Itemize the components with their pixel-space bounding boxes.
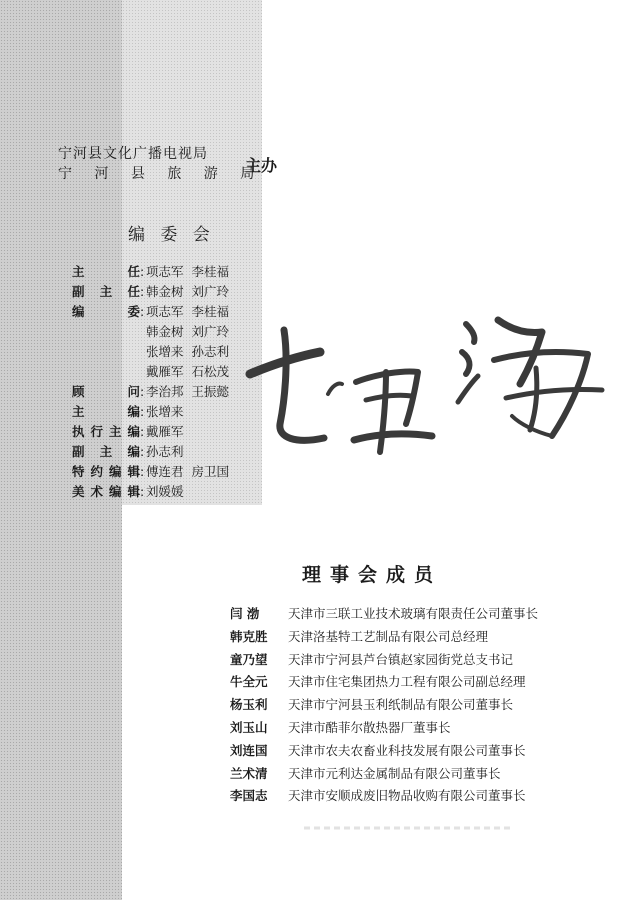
member-title: 天津洛基特工艺制品有限公司总经理	[288, 628, 489, 644]
staff-colon: :	[140, 284, 145, 299]
editorial-board-title: 编 委 会	[128, 225, 215, 245]
staff-role: 副主任	[72, 284, 140, 299]
council-member-list	[230, 603, 538, 808]
brush-stroke	[466, 324, 475, 342]
brush-stroke	[328, 383, 342, 394]
member-name: 韩克胜	[230, 628, 268, 644]
staff-row	[72, 322, 229, 342]
member-row	[230, 671, 538, 694]
staff-role: 特约编辑	[72, 464, 140, 479]
staff-role	[72, 342, 140, 362]
staff-role	[72, 362, 140, 382]
staff-row	[72, 482, 229, 502]
member-title: 天津市安顺成废旧物品收购有限公司董事长	[288, 788, 526, 804]
staff-names: 李治邦 王振懿	[146, 384, 229, 399]
staff-role	[72, 322, 140, 342]
staff-colon: :	[140, 304, 145, 319]
member-title: 天津市宁河县芦台镇赵家园街党总支书记	[288, 651, 514, 667]
member-row	[230, 626, 538, 649]
staff-row	[72, 442, 229, 462]
member-title: 天津市三联工业技术玻璃有限责任公司董事长	[288, 606, 539, 621]
staff-names: 张增来	[146, 404, 184, 419]
staff-names: 韩金树 刘广玲	[146, 324, 229, 339]
staff-names: 傅连君 房卫国	[146, 464, 229, 479]
member-row	[230, 785, 538, 808]
member-name: 刘连国	[230, 742, 268, 758]
staff-colon: :	[140, 484, 145, 499]
member-row	[230, 717, 538, 740]
staff-names: 戴雁军 石松茂	[146, 364, 229, 379]
member-row	[230, 603, 538, 626]
organizer-2: 宁 河 县 旅 游 局	[58, 166, 264, 182]
brush-stroke	[506, 389, 602, 398]
member-name: 兰术清	[230, 765, 268, 781]
staff-row	[72, 362, 229, 382]
staff-names: 项志军 李桂福	[146, 264, 229, 279]
member-row	[230, 763, 538, 786]
staff-row	[72, 402, 229, 422]
staff-role: 副主编	[72, 444, 140, 459]
staff-role: 顾问	[72, 384, 140, 399]
staff-names: 戴雁军	[146, 424, 184, 439]
organizer-1: 宁河县文化广播电视局	[58, 146, 208, 162]
editorial-staff-list	[72, 262, 229, 502]
organizers-block	[58, 144, 263, 184]
member-name: 闫 渤	[230, 606, 260, 621]
staff-names: 刘媛媛	[146, 484, 184, 499]
staff-row	[72, 342, 229, 362]
staff-role: 主任	[72, 264, 140, 279]
staff-row	[72, 302, 229, 322]
council-title: 理事会成员	[302, 564, 443, 586]
brush-stroke	[354, 434, 432, 440]
member-row	[230, 740, 538, 763]
brush-stroke	[458, 376, 478, 402]
brush-stroke	[366, 395, 412, 400]
member-name: 牛全元	[230, 674, 268, 690]
brush-stroke	[380, 372, 386, 452]
staff-role: 执行主编	[72, 424, 140, 439]
member-name: 童乃望	[230, 651, 268, 667]
calligraphy-title-artwork	[236, 312, 616, 472]
staff-colon: :	[140, 264, 145, 279]
member-title: 天津市农夫农畜业科技发展有限公司董事长	[288, 742, 526, 758]
brush-stroke	[462, 352, 469, 374]
member-name: 杨玉利	[230, 697, 268, 713]
brush-stroke	[530, 368, 537, 430]
staff-colon: :	[140, 444, 145, 459]
staff-names: 韩金树 刘广玲	[146, 284, 229, 299]
staff-row	[72, 282, 229, 302]
member-row	[230, 694, 538, 717]
staff-names: 张增来 孙志利	[146, 344, 229, 359]
member-name: 李国志	[230, 788, 268, 804]
staff-role: 美术编辑	[72, 484, 140, 499]
member-name: 刘玉山	[230, 719, 268, 735]
staff-row	[72, 382, 229, 402]
brush-stroke	[280, 330, 324, 440]
staff-names: 孙志利	[146, 444, 184, 459]
staff-row	[72, 422, 229, 442]
staff-row	[72, 262, 229, 282]
staff-colon: :	[140, 424, 145, 439]
host-label: 主办	[245, 156, 278, 175]
member-title: 天津市住宅集团热力工程有限公司副总经理	[288, 674, 526, 690]
staff-row	[72, 462, 229, 482]
staff-colon: :	[140, 464, 145, 479]
staff-names: 项志军 李桂福	[146, 304, 229, 319]
staff-colon: :	[140, 404, 145, 419]
staff-role: 编委	[72, 304, 140, 319]
faint-scan-marks	[300, 823, 520, 833]
member-title: 天津市元利达金属制品有限公司董事长	[288, 765, 501, 781]
staff-colon: :	[140, 384, 145, 399]
member-row	[230, 649, 538, 672]
member-title: 天津市宁河县玉利纸制品有限公司董事长	[288, 697, 514, 713]
member-title: 天津市酷菲尔散热器厂董事长	[288, 719, 451, 735]
staff-role: 主编	[72, 404, 140, 419]
